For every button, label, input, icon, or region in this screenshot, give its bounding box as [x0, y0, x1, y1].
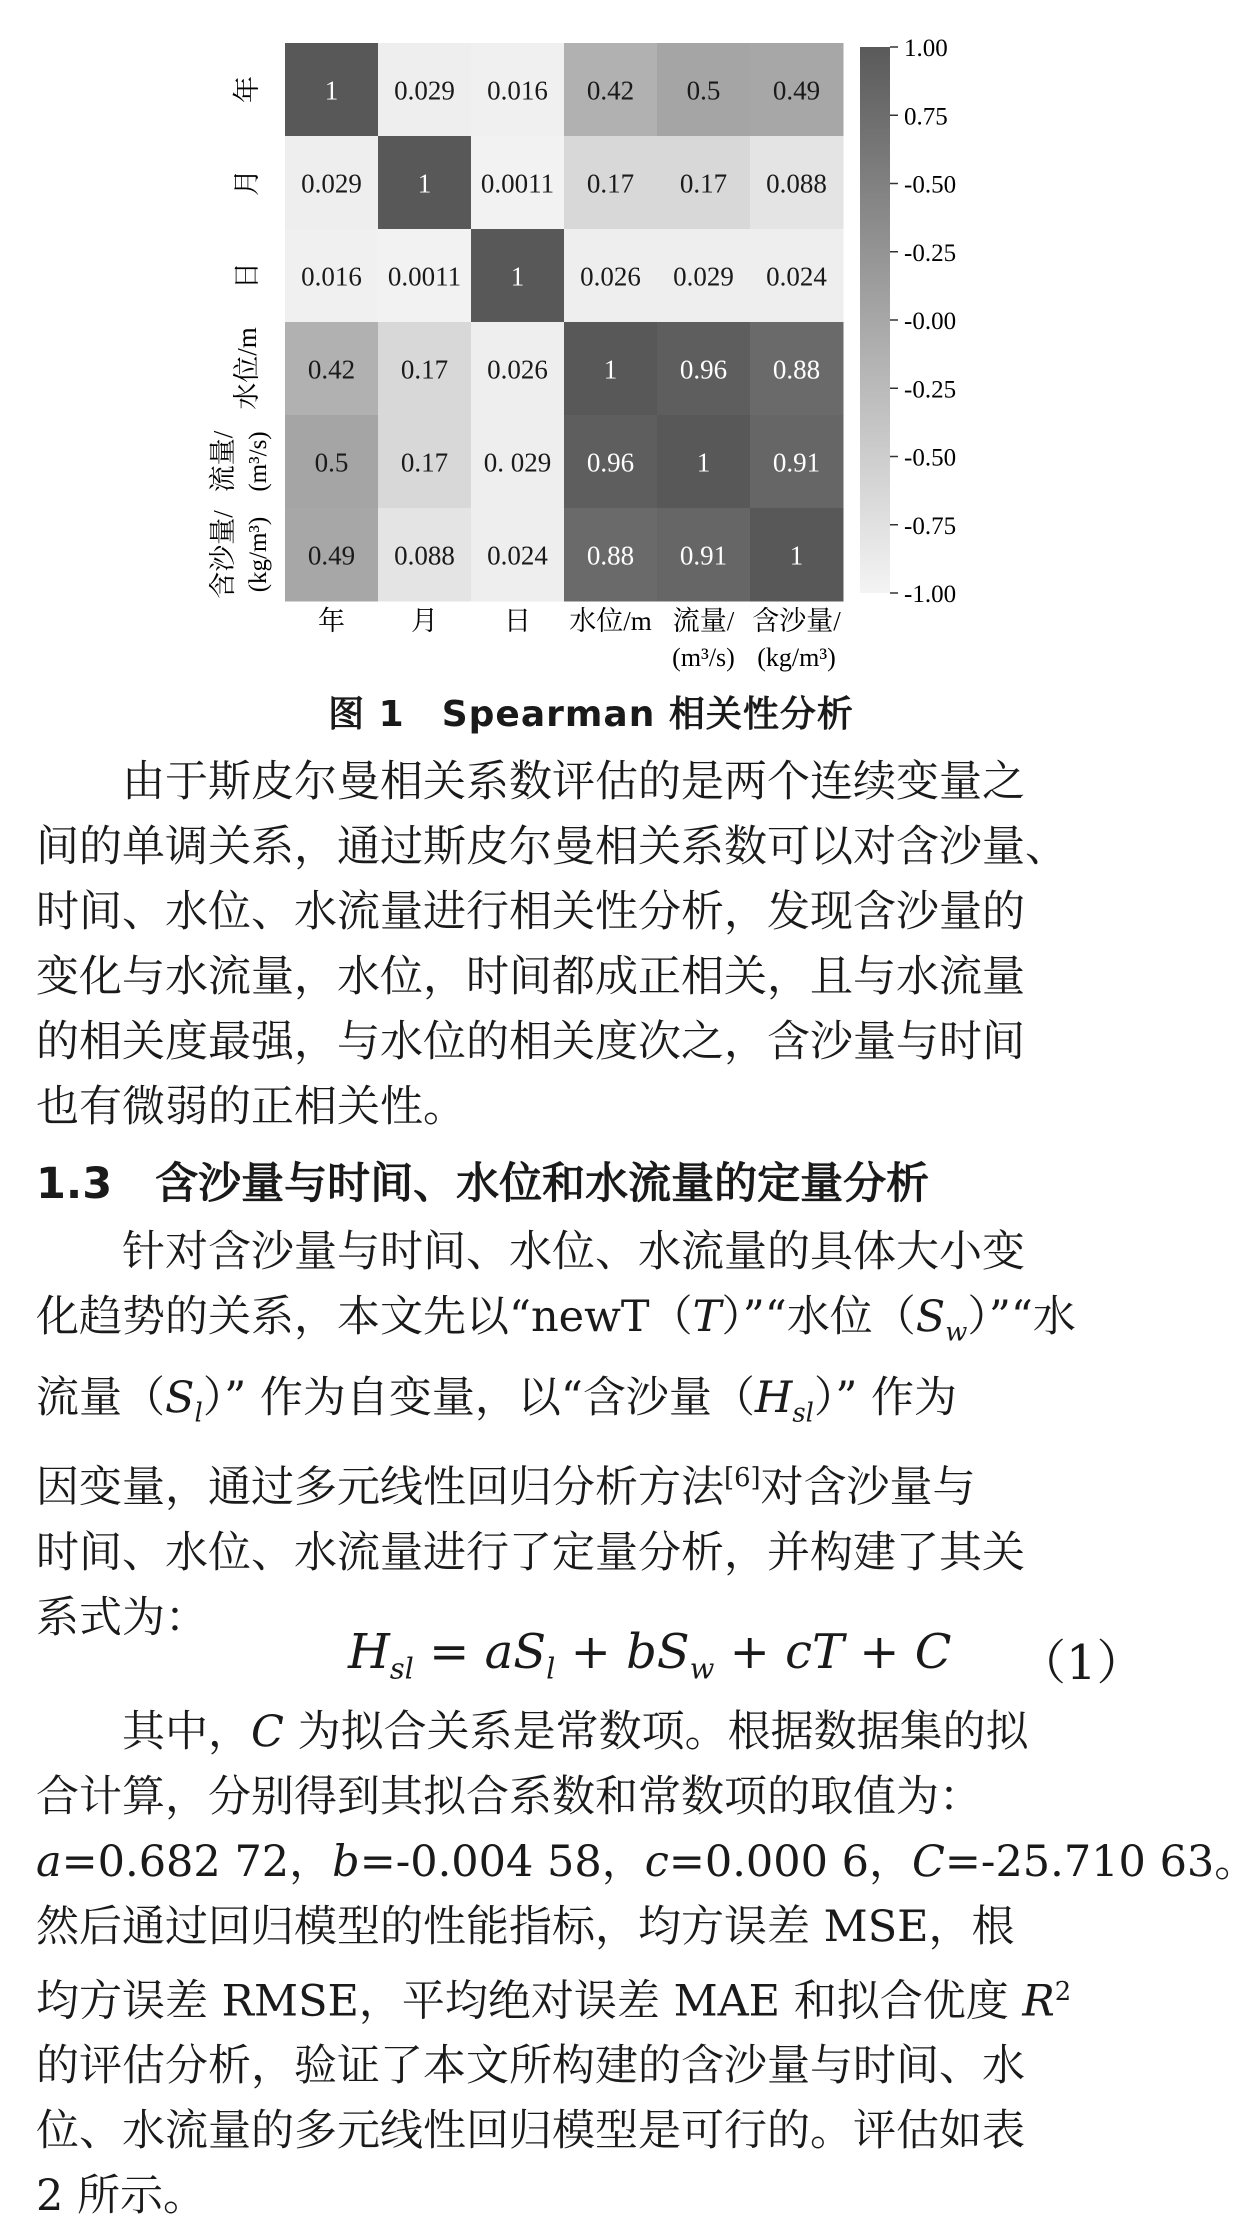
text-span: ）” 作为自变量，以“含沙量（	[202, 1372, 755, 1423]
var-S: S	[915, 1292, 946, 1342]
cell-value-label: 0.91	[679, 540, 728, 571]
x-axis-label: 流量/	[672, 606, 735, 636]
equation-number: （1）	[1018, 1635, 1145, 1691]
var-c: c	[644, 1837, 669, 1887]
x-axis-label-unit: (kg/m³)	[757, 643, 836, 672]
var-S: S	[165, 1372, 195, 1423]
text-line: 变化与水流量，水位，时间都成正相关，且与水流量	[36, 952, 1025, 1002]
sub-w: w	[945, 1317, 968, 1348]
section-heading-1-3: 1.3 含沙量与时间、水位和水流量的定量分析	[36, 1159, 930, 1209]
figure-caption: 图 1 Spearman 相关性分析	[328, 694, 854, 735]
cell-value-label: 0.42	[586, 75, 635, 106]
cell-value-label: 0.026	[580, 261, 641, 292]
cell-value-label: 1	[510, 261, 525, 292]
var-H: H	[754, 1372, 793, 1423]
colorbar-tick-label: -1.00	[904, 581, 957, 608]
colorbar-tick-label: -0.25	[904, 376, 957, 404]
cell-value-label: 1	[696, 447, 711, 478]
colorbar-tick-label: -0.25	[904, 239, 957, 267]
cell-value-label: 0.17	[586, 168, 635, 199]
y-axis-label: 日	[232, 262, 262, 289]
var-a: a	[36, 1837, 62, 1887]
cell-value-label: 0.88	[586, 540, 635, 571]
text-line: 然后通过回归模型的性能指标，均方误差 MSE，根	[36, 1902, 1015, 1952]
cell-value-label: 0.88	[772, 354, 821, 385]
text-line	[36, 1830, 1257, 1895]
colorbar-tick-label: 0.75	[904, 103, 948, 131]
cell-value-label: 0.17	[679, 168, 728, 199]
colorbar-tick-label: -0.50	[904, 444, 957, 472]
cell-value-label: 0.0011	[480, 168, 555, 199]
spearman-heatmap-figure	[0, 0, 1182, 680]
text-span: ）”“水位（	[721, 1292, 916, 1342]
citation-ref: [6]	[724, 1463, 761, 1494]
y-axis-label: 年	[232, 76, 262, 103]
cell-value-label: 0. 029	[483, 447, 552, 478]
equation-1	[0, 1624, 1182, 1694]
sub-sl: sl	[792, 1398, 814, 1429]
cell-value-label: 0.024	[487, 540, 548, 571]
cell-value-label: 0.026	[487, 354, 548, 385]
cell-value-label: 0.0011	[387, 261, 462, 292]
cell-value-label: 0.17	[400, 447, 449, 478]
cell-value-label: 0.5	[314, 447, 349, 478]
colorbar	[860, 47, 890, 593]
text-span: 因变量，通过多元线性回归分析方法	[36, 1462, 724, 1513]
text-line: 也有微弱的正相关性。	[36, 1082, 466, 1132]
var-b: b	[332, 1837, 360, 1887]
text-span: 为拟合关系是常数项。根据数据集的拟	[283, 1707, 1029, 1757]
eq-sub-l: l	[546, 1651, 556, 1686]
eq-part: = a	[413, 1624, 514, 1680]
value-a: =0.682 72，	[61, 1837, 333, 1887]
text-line: 2 所示。	[36, 2171, 207, 2222]
eq-H: H	[348, 1624, 390, 1680]
colorbar-tick-label: -0.00	[904, 308, 957, 335]
text-line	[36, 1960, 1146, 2034]
cell-value-label: 0.49	[772, 75, 821, 106]
text-span: ）”“水	[967, 1292, 1076, 1342]
text-line: 针对含沙量与时间、水位、水流量的具体大小变	[122, 1227, 1025, 1277]
paragraph-quantitative-analysis	[36, 1220, 1146, 1651]
var-C: C	[911, 1837, 945, 1887]
cell-value-label: 0.016	[301, 261, 362, 292]
text-line: 时间、水位、水流量进行相关性分析，发现含沙量的	[36, 887, 1025, 937]
colorbar-tick-label: -0.50	[904, 171, 957, 199]
cell-value-label: 0.016	[487, 75, 548, 106]
cell-value-label: 0.088	[394, 540, 455, 571]
text-line: 由于斯皮尔曼相关系数评估的是两个连续变量之	[122, 757, 1025, 807]
cell-value-label: 1	[417, 168, 432, 199]
eq-S: S	[513, 1624, 547, 1680]
var-T: T	[692, 1292, 722, 1342]
x-axis-label: 日	[504, 606, 531, 636]
value-b: =-0.004 58，	[359, 1837, 645, 1887]
paragraph-correlation-analysis	[36, 750, 1146, 1140]
text-span: 流量（	[36, 1372, 165, 1423]
cell-value-label: 0.088	[766, 168, 827, 199]
cell-value-label: 0.96	[586, 447, 635, 478]
cell-value-label: 0.91	[772, 447, 821, 478]
colorbar-tick-label: -0.75	[904, 512, 957, 540]
cell-value-label: 0.029	[301, 168, 362, 199]
y-axis-label-unit: (m³/s)	[245, 431, 272, 492]
value-C: =-25.710 63。	[944, 1837, 1257, 1887]
cell-value-label: 0.029	[394, 75, 455, 106]
eq-sub-sl: sl	[389, 1651, 414, 1686]
text-line: 的评估分析，验证了本文所构建的含沙量与时间、水	[36, 2041, 1025, 2092]
cell-value-label: 0.024	[766, 261, 827, 292]
text-line	[36, 1700, 1146, 1765]
paragraph-regression-results	[36, 1700, 1257, 2229]
text-line: 系式为：	[36, 1592, 208, 1643]
text-span: 化趋势的关系，本文先以“newT（	[36, 1292, 693, 1342]
cell-value-label: 1	[603, 354, 618, 385]
equation-body	[348, 1624, 951, 1686]
y-axis-label-unit: (kg/m³)	[245, 516, 272, 593]
text-span: 其中，	[122, 1707, 251, 1757]
text-line: 合计算，分别得到其拟合系数和常数项的取值为：	[36, 1772, 982, 1822]
heatmap-svg	[0, 0, 1182, 680]
text-line: 位、水流量的多元线性回归模型是可行的。评估如表	[36, 2106, 1025, 2157]
cell-value-label: 0.42	[307, 354, 356, 385]
x-axis-label-unit: (m³/s)	[672, 643, 735, 672]
text-line: 间的单调关系，通过斯皮尔曼相关系数可以对含沙量、	[36, 822, 1068, 872]
sup-2: 2	[1054, 1977, 1072, 2007]
cell-value-label: 0.96	[679, 354, 728, 385]
y-axis-label: 流量/	[208, 430, 238, 493]
y-axis-label: 月	[232, 169, 262, 196]
text-span: 对含沙量与	[760, 1462, 976, 1513]
y-axis-label: 水位/m	[232, 327, 262, 410]
cell-value-label: 1	[789, 540, 804, 571]
eq-sub-w: w	[689, 1651, 715, 1686]
var-C: C	[251, 1707, 284, 1757]
text-line: 的相关度最强，与水位的相关度次之，含沙量与时间	[36, 1017, 1025, 1067]
cell-value-label: 0.49	[307, 540, 356, 571]
text-line	[36, 1285, 1146, 1366]
x-axis-label: 水位/m	[569, 606, 652, 636]
text-line	[36, 1446, 1146, 1520]
colorbar-tick-label: 1.00	[904, 35, 948, 62]
value-c: =0.000 6，	[668, 1837, 912, 1887]
x-axis-label: 月	[411, 606, 438, 636]
x-axis-label: 年	[318, 606, 345, 636]
cell-value-label: 0.17	[400, 354, 449, 385]
sub-l: l	[194, 1398, 203, 1429]
eq-part: + cT + C	[714, 1624, 952, 1680]
cell-value-label: 1	[324, 75, 339, 106]
text-line: 时间、水位、水流量进行了定量分析，并构建了其关	[36, 1527, 1025, 1578]
y-axis-label: 含沙量/	[208, 510, 238, 599]
cell-value-label: 0.029	[673, 261, 734, 292]
cell-value-label: 0.5	[686, 75, 721, 106]
x-axis-label: 含沙量/	[752, 606, 841, 636]
text-span: 均方误差 RMSE，平均绝对误差 MAE 和拟合优度	[36, 1976, 1023, 2027]
var-R: R	[1022, 1976, 1055, 2027]
eq-S: S	[656, 1624, 690, 1680]
text-line	[36, 1366, 1146, 1447]
text-span: ）” 作为	[813, 1372, 958, 1423]
eq-part: + b	[555, 1624, 657, 1680]
